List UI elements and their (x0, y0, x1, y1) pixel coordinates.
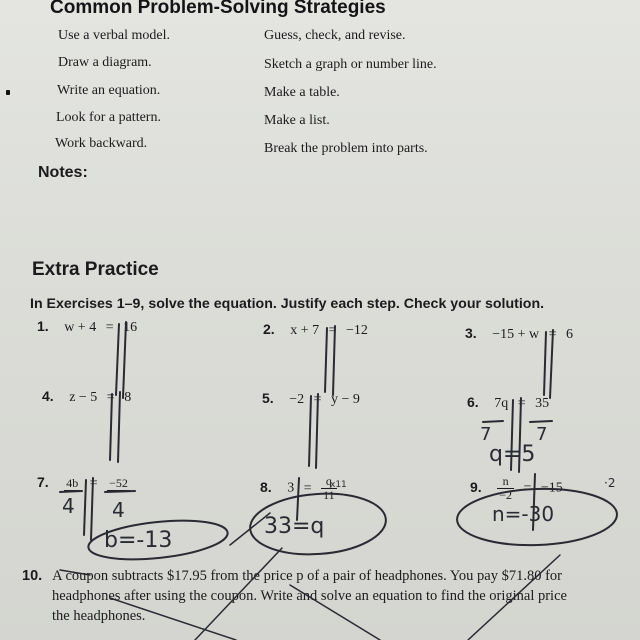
equals-sign: = (106, 390, 115, 405)
exercise-rhs: −12 (346, 323, 368, 338)
exercise-2 (263, 321, 368, 339)
ex6-divide-right: 7 (536, 424, 548, 445)
ex8-note: x11 (330, 480, 347, 490)
ex6-divide-left: 7 (480, 424, 492, 445)
lhs-fraction (497, 475, 514, 502)
exercise-6 (467, 394, 549, 412)
instructions: In Exercises 1–9, solve the equation. Justify each step. Check your solution. (30, 296, 545, 312)
notes-label: Notes: (38, 164, 88, 181)
extra-practice-title: Extra Practice (32, 259, 159, 280)
equals-sign: = (313, 392, 322, 407)
equals-sign: = (548, 327, 557, 342)
exercise-lhs: z − 5 (69, 390, 98, 405)
exercise-5 (262, 390, 360, 408)
exercise-number: 8. (260, 478, 272, 495)
problem-line-3: the headphones. (52, 608, 146, 624)
exercise-number: 9. (470, 478, 482, 495)
ex7-divide-right: 4 (112, 498, 125, 522)
exercise-9 (470, 475, 563, 502)
strategy-right-5: Break the problem into parts. (264, 141, 428, 156)
problem-number: 10. (22, 568, 43, 584)
equals-sign: = (523, 480, 532, 496)
rhs-fraction (107, 477, 130, 491)
ink-dot (6, 90, 10, 95)
ex7-divide-left: 4 (62, 494, 75, 518)
equals-sign: = (89, 476, 98, 491)
strategy-right-3: Make a table. (264, 85, 340, 100)
rhs-numerator: q (321, 475, 337, 489)
lhs-numerator: n (497, 475, 514, 489)
exercise-number: 6. (467, 394, 479, 410)
exercise-8 (260, 475, 337, 502)
exercise-rhs: −15 (540, 480, 563, 496)
equals-sign: = (328, 323, 337, 338)
exercise-lhs: x + 7 (290, 323, 320, 338)
exercise-7 (37, 474, 130, 492)
equals-sign: = (517, 396, 526, 411)
exercise-number: 7. (37, 474, 49, 490)
exercise-number: 4. (42, 388, 54, 404)
lhs-numerator: 4b (66, 475, 79, 490)
strategy-right-4: Make a list. (264, 113, 330, 128)
strategy-left-5: Work backward. (55, 136, 148, 151)
ex9-note: ·2 (604, 476, 616, 490)
lhs-denominator: −2 (499, 488, 512, 502)
strategy-left-4: Look for a pattern. (56, 110, 161, 125)
exercise-lhs: 7q (494, 396, 509, 411)
strategy-left-2: Draw a diagram. (58, 55, 152, 70)
equals-sign: = (105, 320, 114, 335)
exercise-lhs: −15 + w (492, 327, 540, 342)
exercise-number: 5. (262, 390, 274, 406)
exercise-rhs: y − 9 (331, 392, 360, 407)
strategy-right-2: Sketch a graph or number line. (264, 57, 437, 72)
exercise-3 (465, 325, 573, 343)
exercise-lhs: w + 4 (64, 320, 97, 335)
exercise-1 (37, 318, 137, 336)
equals-sign: = (303, 480, 312, 496)
rhs-numerator: −52 (109, 475, 128, 490)
exercise-number: 3. (465, 325, 477, 341)
strategy-right-1: Guess, check, and revise. (264, 28, 406, 43)
exercise-4 (42, 388, 131, 406)
strategy-left-1: Use a verbal model. (58, 28, 170, 43)
exercise-rhs: 16 (123, 320, 138, 335)
problem-line-1: A coupon subtracts $17.95 from the price p of a pair of headphones. You pay $71.80 for (52, 568, 562, 584)
ex9-answer: n=-30 (492, 502, 555, 526)
exercise-rhs: 6 (566, 327, 573, 342)
exercise-number: 2. (263, 321, 275, 337)
exercise-lhs: 3 (287, 480, 295, 496)
exercise-number: 1. (37, 318, 49, 334)
problem-10 (22, 566, 640, 626)
exercise-rhs: 8 (124, 390, 132, 405)
ex8-answer: 33=q (264, 514, 325, 539)
rhs-denominator: 11 (323, 488, 335, 502)
exercise-lhs: −2 (289, 392, 305, 407)
ex6-answer: q=5 (489, 442, 536, 467)
ex7-answer: b=-13 (104, 528, 173, 553)
problem-line-2: headphones after using the coupon. Write and solve an equation to find the original price (52, 588, 567, 604)
strategies-heading: Common Problem-Solving Strategies (50, 0, 386, 18)
lhs-fraction (64, 477, 80, 491)
strategy-left-3: Write an equation. (57, 83, 161, 98)
exercise-rhs: 35 (535, 396, 550, 411)
